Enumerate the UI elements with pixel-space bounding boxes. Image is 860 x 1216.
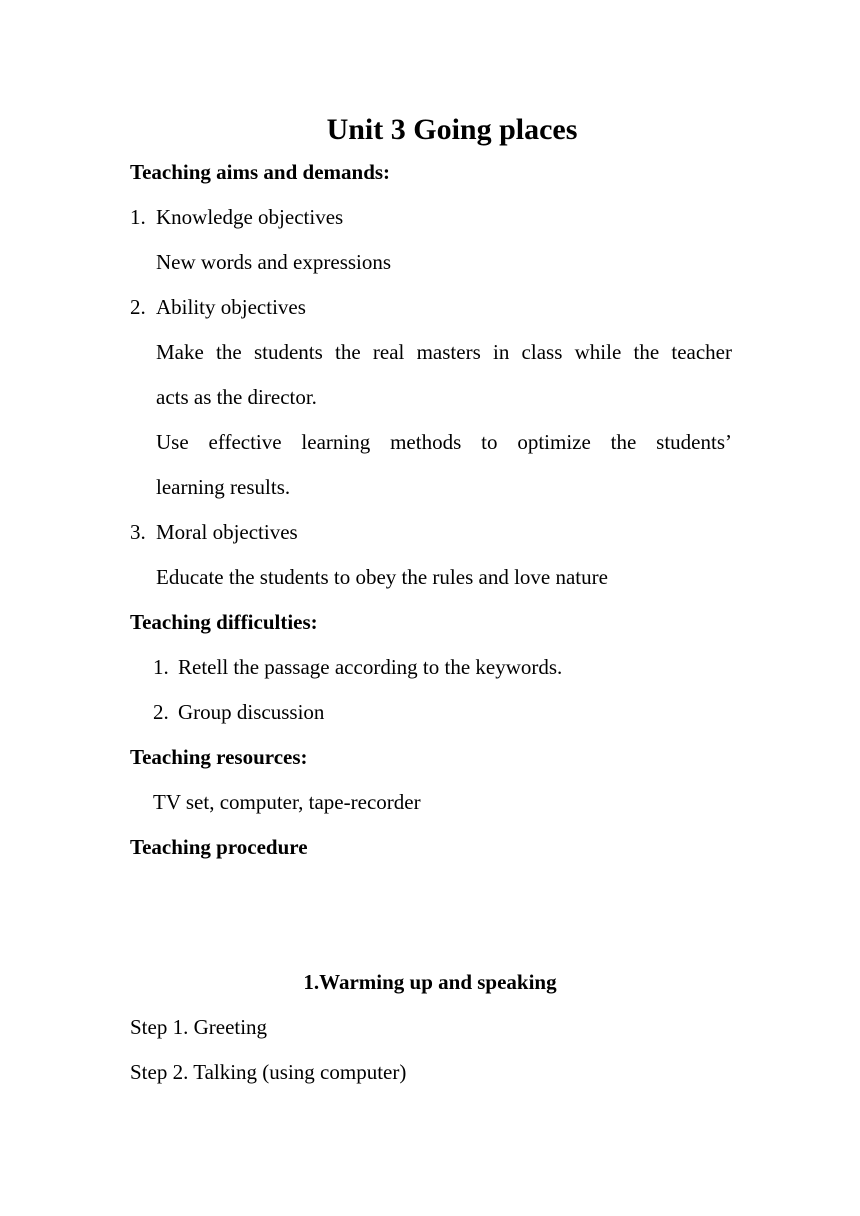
section-heading: 1.Warming up and speaking xyxy=(303,970,557,994)
document-title: Unit 3 Going places xyxy=(326,113,578,146)
aim-2-detail-line-4: learning results. xyxy=(156,475,291,499)
aims-heading: Teaching aims and demands: xyxy=(130,160,391,184)
aim-1-label: Knowledge objectives xyxy=(156,205,344,229)
step-1: Step 1. Greeting xyxy=(130,1015,268,1039)
difficulties-heading: Teaching difficulties: xyxy=(130,610,318,634)
resources-text: TV set, computer, tape-recorder xyxy=(153,790,421,814)
step-2: Step 2. Talking (using computer) xyxy=(130,1060,407,1084)
aim-3-number: 3. xyxy=(130,520,146,544)
aim-2-label: Ability objectives xyxy=(156,295,306,319)
difficulty-2-text: Group discussion xyxy=(178,700,325,724)
aim-3-detail: Educate the students to obey the rules and love nature xyxy=(156,565,608,589)
resources-heading: Teaching resources: xyxy=(130,745,308,769)
aim-1-number: 1. xyxy=(130,205,146,229)
procedure-heading: Teaching procedure xyxy=(130,835,308,859)
aim-2-detail-line-3: Use effective learning methods to optimize the students’ xyxy=(156,430,732,454)
difficulty-2-number: 2. xyxy=(153,700,169,724)
difficulty-1-text: Retell the passage according to the keywords. xyxy=(178,655,563,679)
aim-2-number: 2. xyxy=(130,295,146,319)
aim-3-label: Moral objectives xyxy=(156,520,298,544)
aim-2-detail-line-1: Make the students the real masters in class while the teacher xyxy=(156,340,732,364)
difficulty-1-number: 1. xyxy=(153,655,169,679)
aim-2-detail-line-2: acts as the director. xyxy=(156,385,317,409)
aim-1-detail: New words and expressions xyxy=(156,250,392,274)
